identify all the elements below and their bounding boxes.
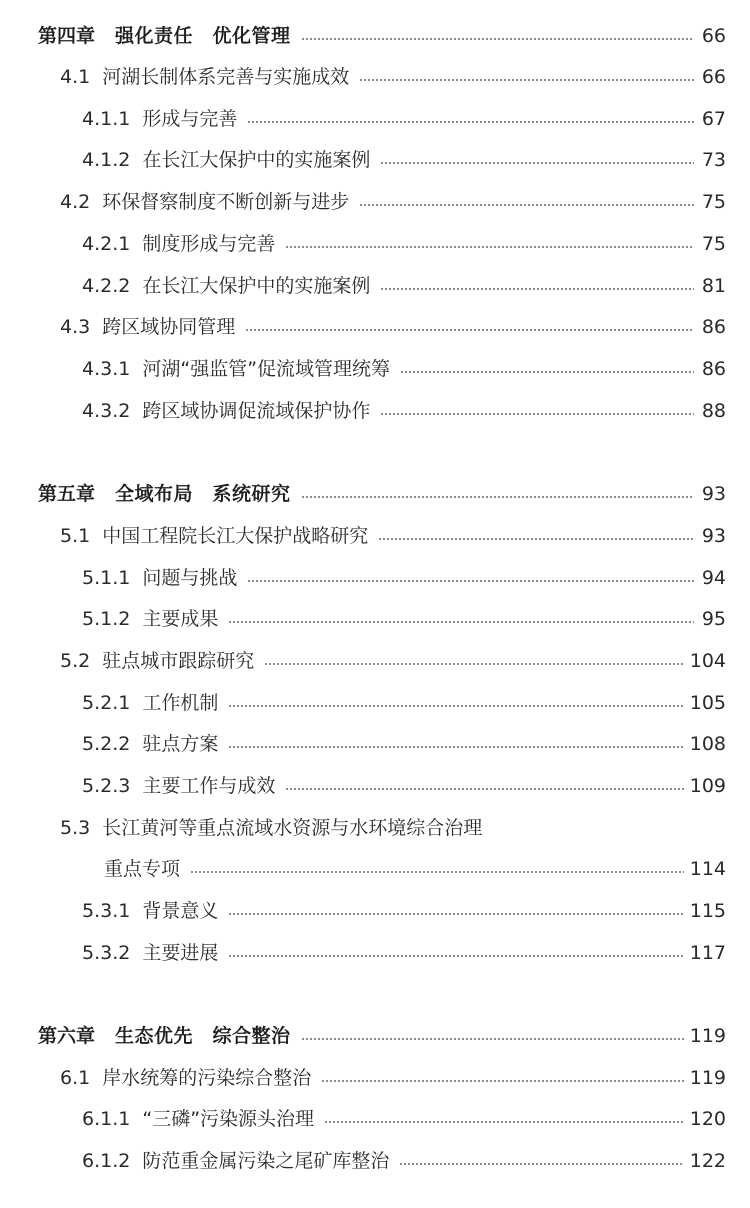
entry-number: 6.1 (60, 1067, 91, 1089)
entry-title: 跨区域协调促流域保护协作 (142, 400, 371, 422)
entry-page: 119 (689, 1025, 726, 1047)
dot-leader (245, 329, 694, 331)
toc-subsection-5-3-1[interactable] (0, 896, 750, 926)
entry-title: 河湖长制体系完善与实施成效 (102, 66, 350, 88)
toc-section-5-3-continued[interactable] (0, 854, 750, 884)
entry-page: 120 (689, 1108, 726, 1130)
entry-number: 第五章 (38, 483, 96, 505)
entry-number: 5.1 (60, 525, 91, 547)
entry-number: 4.1.1 (82, 108, 131, 130)
entry-title: 主要进展 (142, 942, 219, 964)
entry-page: 81 (701, 275, 726, 297)
toc-section-5-1[interactable] (0, 521, 750, 551)
entry-number: 4.2 (60, 191, 91, 213)
dot-leader (380, 288, 694, 290)
entry-page: 88 (701, 400, 726, 422)
dot-leader (399, 1163, 683, 1165)
dot-leader (285, 246, 694, 248)
entry-number: 5.3.1 (82, 900, 131, 922)
entry-number: 4.3.1 (82, 358, 131, 380)
entry-number: 5.1.2 (82, 608, 131, 630)
entry-page: 104 (689, 650, 726, 672)
entry-title: 驻点方案 (142, 733, 219, 755)
entry-number: 5.2.3 (82, 775, 131, 797)
entry-number: 第四章 (38, 25, 96, 47)
entry-title: 在长江大保护中的实施案例 (142, 149, 371, 171)
entry-number: 5.2.1 (82, 692, 131, 714)
entry-title: 河湖“强监管”促流域管理统筹 (142, 358, 391, 380)
entry-title: 强化责任 优化管理 (115, 25, 291, 47)
entry-title: 驻点城市跟踪研究 (102, 650, 255, 672)
dot-leader (324, 1121, 684, 1123)
entry-number: 5.2 (60, 650, 91, 672)
entry-page: 94 (701, 567, 726, 589)
toc-subsection-6-1-2[interactable] (0, 1146, 750, 1176)
dot-leader (228, 746, 683, 748)
entry-number: 4.2.1 (82, 233, 131, 255)
entry-page: 67 (701, 108, 726, 130)
dot-leader (378, 538, 694, 540)
toc-subsection-5-1-1[interactable] (0, 563, 750, 593)
entry-page: 109 (689, 775, 726, 797)
dot-leader (247, 580, 694, 582)
dot-leader (190, 871, 684, 873)
entry-number: 4.3 (60, 316, 91, 338)
dot-leader (301, 1038, 684, 1040)
toc-subsection-5-2-2[interactable] (0, 729, 750, 759)
entry-page: 93 (701, 525, 726, 547)
entry-title: 主要工作与成效 (142, 775, 276, 797)
entry-page: 115 (689, 900, 726, 922)
entry-page: 86 (701, 316, 726, 338)
toc-subsection-4-2-2[interactable] (0, 271, 750, 301)
toc-chapter-4[interactable] (0, 21, 750, 51)
toc-subsection-5-1-2[interactable] (0, 604, 750, 634)
entry-number: 4.1.2 (82, 149, 131, 171)
entry-title: “三磷”污染源头治理 (142, 1108, 315, 1130)
dot-leader (301, 496, 694, 498)
toc-section-6-1[interactable] (0, 1063, 750, 1093)
toc-subsection-6-1-1[interactable] (0, 1104, 750, 1134)
toc-chapter-5[interactable] (0, 479, 750, 509)
toc-section-5-2[interactable] (0, 646, 750, 676)
entry-number: 5.3.2 (82, 942, 131, 964)
dot-leader (247, 121, 694, 123)
dot-leader (228, 955, 683, 957)
entry-title: 重点专项 (104, 858, 181, 880)
dot-leader (321, 1080, 684, 1082)
entry-number: 4.1 (60, 66, 91, 88)
entry-number: 6.1.2 (82, 1150, 131, 1172)
toc-subsection-5-2-3[interactable] (0, 771, 750, 801)
entry-page: 93 (701, 483, 726, 505)
dot-leader (359, 204, 694, 206)
entry-title: 主要成果 (142, 608, 219, 630)
entry-page: 86 (701, 358, 726, 380)
dot-leader (400, 371, 694, 373)
entry-number: 4.2.2 (82, 275, 131, 297)
toc-subsection-4-2-1[interactable] (0, 229, 750, 259)
entry-title: 工作机制 (142, 692, 219, 714)
dot-leader (285, 788, 683, 790)
entry-page: 66 (701, 66, 726, 88)
entry-number: 6.1.1 (82, 1108, 131, 1130)
entry-number: 5.1.1 (82, 567, 131, 589)
entry-page: 114 (689, 858, 726, 880)
entry-page: 75 (701, 191, 726, 213)
entry-title: 中国工程院长江大保护战略研究 (102, 525, 369, 547)
entry-page: 105 (689, 692, 726, 714)
toc-subsection-5-2-1[interactable] (0, 688, 750, 718)
dot-leader (380, 413, 694, 415)
toc-section-4-3[interactable] (0, 312, 750, 342)
toc-subsection-4-1-2[interactable] (0, 145, 750, 175)
entry-title: 长江黄河等重点流域水资源与水环境综合治理 (102, 817, 483, 839)
entry-title: 问题与挑战 (142, 567, 238, 589)
toc-subsection-5-3-2[interactable] (0, 938, 750, 968)
toc-subsection-4-1-1[interactable] (0, 104, 750, 134)
entry-page: 108 (689, 733, 726, 755)
entry-title: 制度形成与完善 (142, 233, 276, 255)
entry-title: 岸水统筹的污染综合整治 (102, 1067, 312, 1089)
entry-title: 环保督察制度不断创新与进步 (102, 191, 350, 213)
entry-page: 119 (689, 1067, 726, 1089)
entry-page: 73 (701, 149, 726, 171)
entry-title: 跨区域协同管理 (102, 316, 236, 338)
dot-leader (359, 79, 694, 81)
dot-leader (264, 663, 684, 665)
toc-section-4-1[interactable] (0, 62, 750, 92)
entry-title: 形成与完善 (142, 108, 238, 130)
entry-number: 4.3.2 (82, 400, 131, 422)
dot-leader (380, 162, 694, 164)
entry-number: 5.2.2 (82, 733, 131, 755)
entry-page: 117 (689, 942, 726, 964)
toc-chapter-6[interactable] (0, 1021, 750, 1051)
toc-section-5-3[interactable] (0, 813, 750, 843)
entry-page: 95 (701, 608, 726, 630)
entry-page: 75 (701, 233, 726, 255)
dot-leader (228, 621, 694, 623)
entry-title: 背景意义 (142, 900, 219, 922)
entry-title: 全域布局 系统研究 (115, 483, 291, 505)
dot-leader (228, 705, 683, 707)
entry-title: 防范重金属污染之尾矿库整治 (142, 1150, 390, 1172)
entry-number: 5.3 (60, 817, 91, 839)
toc-section-4-2[interactable] (0, 187, 750, 217)
entry-page: 122 (689, 1150, 726, 1172)
toc-subsection-4-3-1[interactable] (0, 354, 750, 384)
entry-number: 第六章 (38, 1025, 96, 1047)
dot-leader (228, 913, 683, 915)
entry-title: 在长江大保护中的实施案例 (142, 275, 371, 297)
entry-page: 66 (701, 25, 726, 47)
toc-subsection-4-3-2[interactable] (0, 396, 750, 426)
dot-leader (301, 38, 694, 40)
entry-title: 生态优先 综合整治 (115, 1025, 291, 1047)
